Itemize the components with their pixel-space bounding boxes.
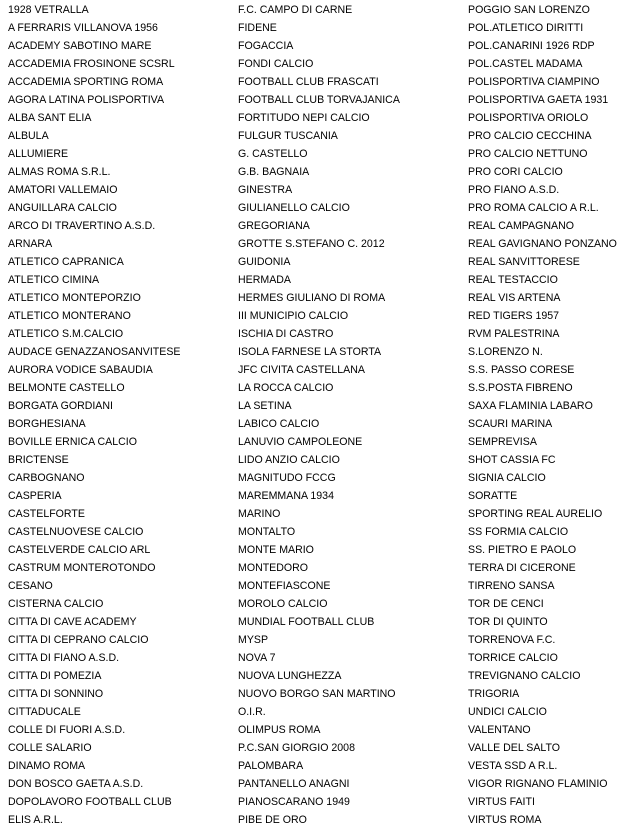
club-name: CASTRUM MONTEROTONDO (8, 562, 156, 574)
club-name: MONTALTO (238, 526, 296, 538)
club-name: TOR DI QUINTO (468, 616, 548, 628)
club-name: AUDACE GENAZZANOSANVITESE (8, 346, 181, 358)
club-name: CITTA DI CEPRANO CALCIO (8, 634, 149, 646)
club-name: ACCADEMIA SPORTING ROMA (8, 76, 164, 88)
club-name: CITTA DI POMEZIA (8, 670, 102, 682)
club-name: AMATORI VALLEMAIO (8, 184, 118, 196)
club-name: ISOLA FARNESE LA STORTA (238, 346, 382, 358)
club-name: REAL GAVIGNANO PONZANO (468, 238, 617, 250)
club-name: BELMONTE CASTELLO (8, 382, 125, 394)
club-column-2 (238, 1, 460, 829)
club-name: ALBULA (8, 130, 49, 142)
club-name: VIGOR RIGNANO FLAMINIO (468, 778, 608, 790)
club-name: NUOVO BORGO SAN MARTINO (238, 688, 396, 700)
club-name: MYSP (238, 634, 269, 646)
club-name: CARBOGNANO (8, 472, 85, 484)
club-name: CASTELFORTE (8, 508, 85, 520)
club-name: LABICO CALCIO (238, 418, 320, 430)
club-name: SAXA FLAMINIA LABARO (468, 400, 593, 412)
club-name: PALOMBARA (238, 760, 304, 772)
club-name: POLISPORTIVA GAETA 1931 (468, 94, 609, 106)
club-name: REAL SANVITTORESE (468, 256, 580, 268)
club-name: BORGHESIANA (8, 418, 86, 430)
club-name: A FERRARIS VILLANOVA 1956 (8, 22, 158, 34)
club-name: SIGNIA CALCIO (468, 472, 546, 484)
club-name: O.I.R. (238, 706, 266, 718)
club-name: MOROLO CALCIO (238, 598, 328, 610)
club-name: SCAURI MARINA (468, 418, 553, 430)
club-name: NUOVA LUNGHEZZA (238, 670, 342, 682)
club-name: MONTEFIASCONE (238, 580, 331, 592)
club-name: PANTANELLO ANAGNI (238, 778, 350, 790)
club-name: PIBE DE ORO (238, 814, 307, 826)
club-name: SS. PIETRO E PAOLO (468, 544, 577, 556)
club-name: MONTE MARIO (238, 544, 314, 556)
club-name: BORGATA GORDIANI (8, 400, 113, 412)
club-name: DON BOSCO GAETA A.S.D. (8, 778, 144, 790)
club-name: TREVIGNANO CALCIO (468, 670, 581, 682)
club-name: G.B. BAGNAIA (238, 166, 310, 178)
club-name: POLISPORTIVA ORIOLO (468, 112, 589, 124)
club-name: CASTELNUOVESE CALCIO (8, 526, 144, 538)
club-name: AGORA LATINA POLISPORTIVA (8, 94, 165, 106)
club-name: TORRICE CALCIO (468, 652, 558, 664)
club-name: SHOT CASSIA FC (468, 454, 556, 466)
club-name: JFC CIVITA CASTELLANA (238, 364, 365, 376)
club-name: FULGUR TUSCANIA (238, 130, 338, 142)
club-name: ALLUMIERE (8, 148, 69, 160)
club-name: VIRTUS ROMA (468, 814, 542, 826)
club-name: CITTA DI CAVE ACADEMY (8, 616, 137, 628)
club-name: PIANOSCARANO 1949 (238, 796, 350, 808)
club-name: REAL VIS ARTENA (468, 292, 561, 304)
club-name: CITTA DI SONNINO (8, 688, 104, 700)
club-name: LA ROCCA CALCIO (238, 382, 334, 394)
club-name: DOPOLAVORO FOOTBALL CLUB (8, 796, 172, 808)
club-name: S.LORENZO N. (468, 346, 543, 358)
club-name: ATLETICO MONTERANO (8, 310, 131, 322)
club-name: LIDO ANZIO CALCIO (238, 454, 340, 466)
club-name: POL.CANARINI 1926 RDP (468, 40, 595, 52)
club-name: S.S.POSTA FIBRENO (468, 382, 573, 394)
club-name: FONDI CALCIO (238, 58, 314, 70)
club-name: PRO CALCIO CECCHINA (468, 130, 592, 142)
club-name: ARNARA (8, 238, 53, 250)
club-name: BRICTENSE (8, 454, 69, 466)
club-name: POL.ATLETICO DIRITTI (468, 22, 584, 34)
club-name: PRO FIANO A.S.D. (468, 184, 560, 196)
club-name: CITTA DI FIANO A.S.D. (8, 652, 120, 664)
club-name: GROTTE S.STEFANO C. 2012 (238, 238, 385, 250)
club-name: TORRENOVA F.C. (468, 634, 556, 646)
club-name: MONTEDORO (238, 562, 309, 574)
club-name: REAL TESTACCIO (468, 274, 558, 286)
club-name: S.S. PASSO CORESE (468, 364, 575, 376)
club-name: COLLE DI FUORI A.S.D. (8, 724, 126, 736)
club-name: P.C.SAN GIORGIO 2008 (238, 742, 355, 754)
club-name: PRO ROMA CALCIO A R.L. (468, 202, 599, 214)
club-name: TOR DE CENCI (468, 598, 544, 610)
club-name: SS FORMIA CALCIO (468, 526, 569, 538)
club-name: GREGORIANA (238, 220, 310, 232)
club-name: ELIS A.R.L. (8, 814, 63, 826)
club-name: BOVILLE ERNICA CALCIO (8, 436, 137, 448)
club-name: MUNDIAL FOOTBALL CLUB (238, 616, 375, 628)
club-name: PRO CALCIO NETTUNO (468, 148, 588, 160)
club-name: RED TIGERS 1957 (468, 310, 560, 322)
club-name: POGGIO SAN LORENZO (468, 4, 590, 16)
club-name: AURORA VODICE SABAUDIA (8, 364, 153, 376)
club-name: ARCO DI TRAVERTINO A.S.D. (8, 220, 156, 232)
club-name: GUIDONIA (238, 256, 291, 268)
club-name: TIRRENO SANSA (468, 580, 555, 592)
club-name: CASTELVERDE CALCIO ARL (8, 544, 151, 556)
club-column-3 (468, 1, 637, 829)
club-name: LA SETINA (238, 400, 292, 412)
club-name: ATLETICO S.M.CALCIO (8, 328, 124, 340)
club-name: DINAMO ROMA (8, 760, 86, 772)
club-name: RVM PALESTRINA (468, 328, 560, 340)
club-name: F.C. CAMPO DI CARNE (238, 4, 353, 16)
club-name: FIDENE (238, 22, 277, 34)
club-name: MAGNITUDO FCCG (238, 472, 336, 484)
club-name: SPORTING REAL AURELIO (468, 508, 603, 520)
club-name: G. CASTELLO (238, 148, 308, 160)
club-name: TERRA DI CICERONE (468, 562, 576, 574)
club-name: VIRTUS FAITI (468, 796, 535, 808)
club-name: ALMAS ROMA S.R.L. (8, 166, 111, 178)
club-name: ACCADEMIA FROSINONE SCSRL (8, 58, 175, 70)
club-name: GIULIANELLO CALCIO (238, 202, 350, 214)
club-name: HERMES GIULIANO DI ROMA (238, 292, 386, 304)
club-name: ALBA SANT ELIA (8, 112, 92, 124)
club-name: VALLE DEL SALTO (468, 742, 561, 754)
club-name: SORATTE (468, 490, 518, 502)
club-name: ISCHIA DI CASTRO (238, 328, 334, 340)
club-name: CISTERNA CALCIO (8, 598, 104, 610)
club-name: CITTADUCALE (8, 706, 81, 718)
club-name: ACADEMY SABOTINO MARE (8, 40, 152, 52)
club-name: FOGACCIA (238, 40, 294, 52)
club-name: ATLETICO MONTEPORZIO (8, 292, 141, 304)
club-name: SEMPREVISA (468, 436, 537, 448)
club-name: PRO CORI CALCIO (468, 166, 563, 178)
club-name: ATLETICO CIMINA (8, 274, 100, 286)
club-name: REAL CAMPAGNANO (468, 220, 574, 232)
club-name: TRIGORIA (468, 688, 520, 700)
club-name: MAREMMANA 1934 (238, 490, 334, 502)
club-name: FOOTBALL CLUB FRASCATI (238, 76, 379, 88)
club-name: ATLETICO CAPRANICA (8, 256, 124, 268)
club-name: CESANO (8, 580, 53, 592)
club-name: FORTITUDO NEPI CALCIO (238, 112, 370, 124)
club-name: 1928 VETRALLA (8, 4, 89, 16)
club-name: COLLE SALARIO (8, 742, 92, 754)
club-column-1 (8, 1, 230, 829)
club-name: GINESTRA (238, 184, 293, 196)
club-name: CASPERIA (8, 490, 62, 502)
club-name: UNDICI CALCIO (468, 706, 547, 718)
club-name: OLIMPUS ROMA (238, 724, 321, 736)
club-name: HERMADA (238, 274, 291, 286)
club-name: VESTA SSD A R.L. (468, 760, 558, 772)
club-name: MARINO (238, 508, 281, 520)
club-name: NOVA 7 (238, 652, 276, 664)
club-name: ANGUILLARA CALCIO (8, 202, 117, 214)
club-name: POL.CASTEL MADAMA (468, 58, 583, 70)
club-name: POLISPORTIVA CIAMPINO (468, 76, 600, 88)
club-name: III MUNICIPIO CALCIO (238, 310, 349, 322)
club-name: VALENTANO (468, 724, 531, 736)
club-name: LANUVIO CAMPOLEONE (238, 436, 363, 448)
club-name: FOOTBALL CLUB TORVAJANICA (238, 94, 400, 106)
